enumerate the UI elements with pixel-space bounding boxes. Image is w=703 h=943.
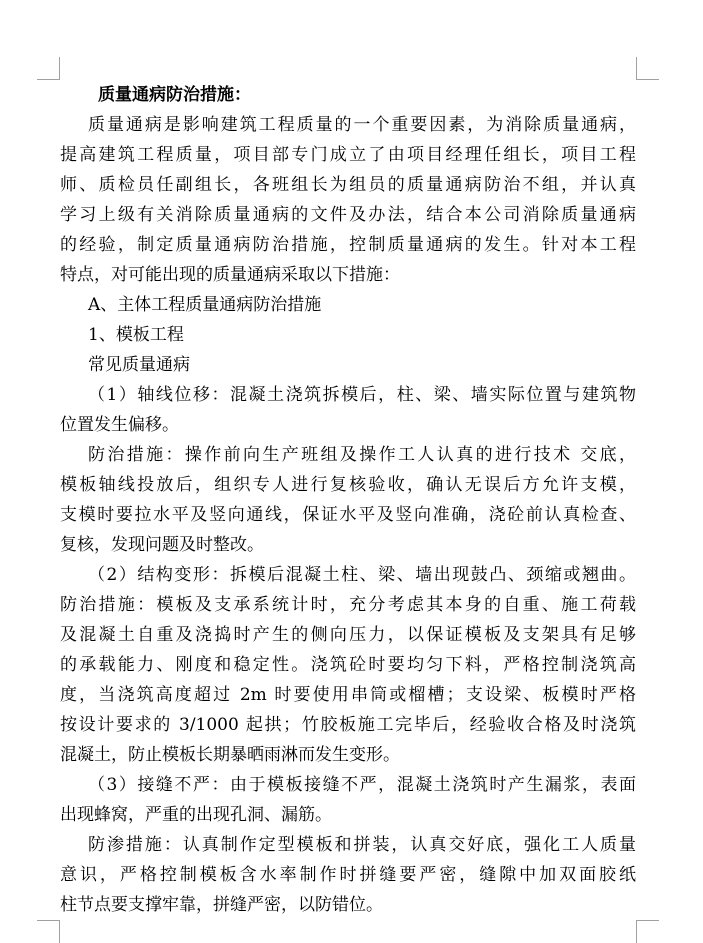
paragraph-line: 学习上级有关消除质量通病的文件及办法，结合本公司消除质量通病 xyxy=(60,205,636,225)
page-corner-mark-bottom-right xyxy=(636,920,659,943)
subsection-heading: A、主体工程质量通病防治措施 xyxy=(88,295,322,315)
paragraph-line: 混凝土，防止模板长期暴晒雨淋而发生变形。 xyxy=(60,745,400,765)
paragraph-line: 按设计要求的 3/1000 起拱；竹胶板施工完毕后，经验收合格及时浇筑 xyxy=(60,715,636,735)
paragraph-line: （1）轴线位移：混凝土浇筑拆模后，柱、梁、墙实际位置与建筑物 xyxy=(88,385,636,405)
paragraph-line: 的经验，制定质量通病防治措施，控制质量通病的发生。针对本工程 xyxy=(60,235,636,255)
paragraph-line: 模板轴线投放后，组织专人进行复核验收，确认无误后方允许支模， xyxy=(60,475,636,495)
page-corner-mark-top-left xyxy=(37,57,60,80)
subsection-heading: 1、模板工程 xyxy=(88,325,184,345)
paragraph-line: （3）接缝不严：由于模板接缝不严，混凝土浇筑时产生漏浆，表面 xyxy=(88,775,636,795)
paragraph-line: 防治措施：操作前向生产班组及操作工人认真的进行技术 交底， xyxy=(88,445,636,465)
paragraph-line: 支模时要拉水平及竖向通线，保证水平及竖向准确，浇砼前认真检查、 xyxy=(60,505,636,525)
paragraph-line: 位置发生偏移。 xyxy=(60,415,179,435)
paragraph-line: 意识，严格控制模板含水率制作时拼缝要严密，缝隙中加双面胶纸 xyxy=(60,865,636,885)
paragraph-line: 柱节点要支撑牢靠，拼缝严密，以防错位。 xyxy=(60,895,383,915)
page-corner-mark-top-right xyxy=(636,57,659,80)
paragraph-line: 防渗措施：认真制作定型模板和拼装，认真交好底，强化工人质量 xyxy=(88,835,636,855)
paragraph-line: 度，当浇筑高度超过 2m 时要使用串筒或榴槽；支设梁、板模时严格 xyxy=(60,685,636,705)
paragraph-line: 特点，对可能出现的质量通病采取以下措施： xyxy=(60,265,400,285)
page-corner-mark-bottom-left xyxy=(37,920,60,943)
paragraph-line: 提高建筑工程质量，项目部专门成立了由项目经理任组长，项目工程 xyxy=(60,145,636,165)
paragraph-line: 质量通病是影响建筑工程质量的一个重要因素，为消除质量通病， xyxy=(88,115,636,135)
document-body xyxy=(60,80,636,920)
paragraph-line: 复核，发现问题及时整改。 xyxy=(60,535,264,555)
paragraph-line: 防治措施：模板及支承系统计时，充分考虑其本身的自重、施工荷载 xyxy=(60,595,636,615)
paragraph-line: 师、质检员任副组长，各班组长为组员的质量通病防治不组，并认真 xyxy=(60,175,636,195)
section-title: 质量通病防治措施： xyxy=(98,85,251,105)
paragraph-line: 及混凝土自重及浇捣时产生的侧向压力，以保证模板及支架具有足够 xyxy=(60,625,636,645)
subsection-heading: 常见质量通病 xyxy=(88,355,190,375)
paragraph-line: 的承载能力、刚度和稳定性。浇筑砼时要均匀下料，严格控制浇筑高 xyxy=(60,655,636,675)
paragraph-line: （2）结构变形：拆模后混凝土柱、梁、墙出现鼓凸、颈缩或翘曲。 xyxy=(88,565,636,585)
paragraph-line: 出现蜂窝，严重的出现孔洞、漏筋。 xyxy=(60,805,332,825)
